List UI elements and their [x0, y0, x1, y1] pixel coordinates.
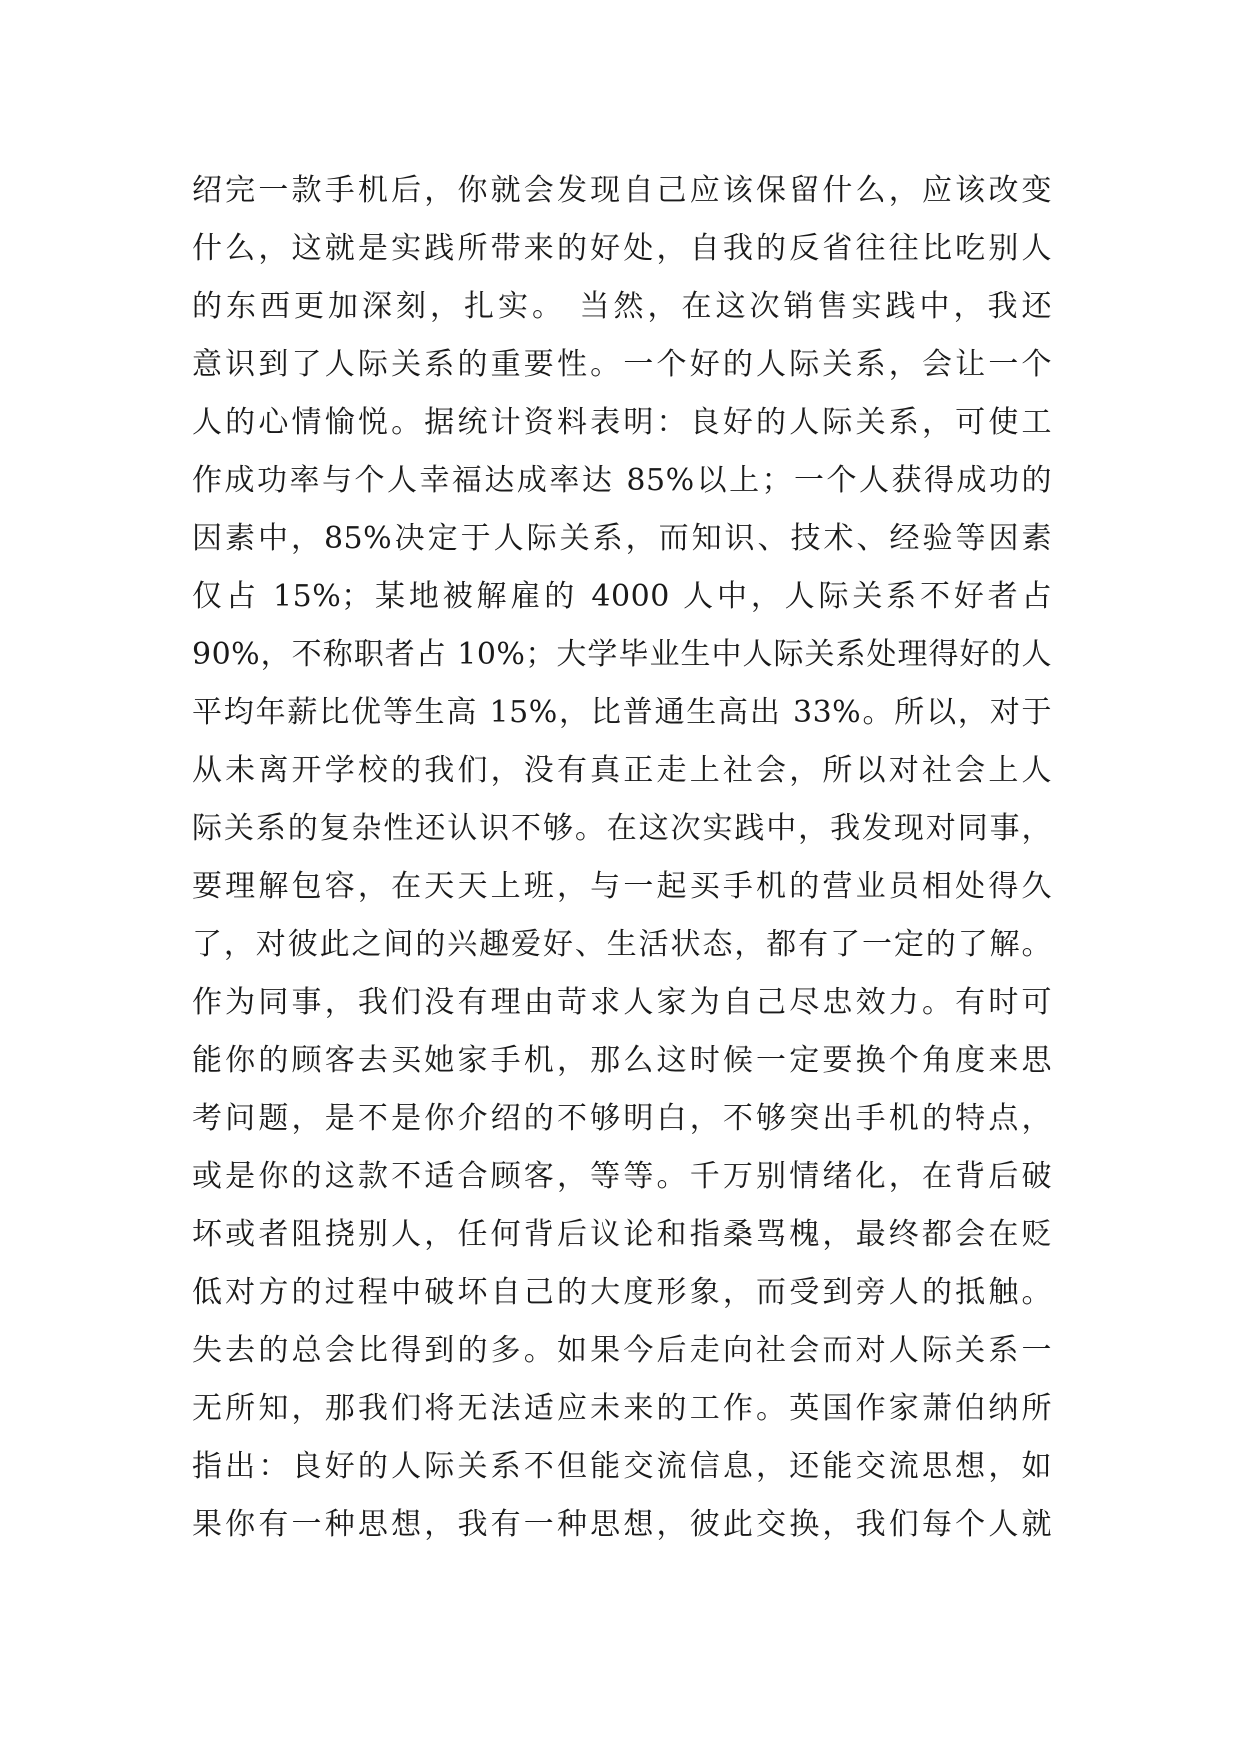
- text-line: 无所知，那我们将无法适应未来的工作。英国作家萧伯纳所: [192, 1391, 1052, 1426]
- text-line: 坏或者阻挠别人，任何背后议论和指桑骂槐，最终都会在贬: [192, 1217, 1052, 1252]
- text-line: 的东西更加深刻，扎实。 当然，在这次销售实践中，我还: [192, 289, 1052, 324]
- text-line: 意识到了人际关系的重要性。一个好的人际关系，会让一个: [192, 347, 1052, 382]
- text-line: 绍完一款手机后，你就会发现自己应该保留什么，应该改变: [192, 173, 1052, 208]
- text-line: 考问题，是不是你介绍的不够明白，不够突出手机的特点，: [192, 1101, 1052, 1136]
- text-line: 了，对彼此之间的兴趣爱好、生活状态，都有了一定的了解。: [192, 927, 1052, 962]
- text-line: 平均年薪比优等生高 15%，比普通生高出 33%。所以，对于: [192, 695, 1052, 730]
- text-line: 要理解包容，在天天上班，与一起买手机的营业员相处得久: [192, 869, 1052, 904]
- text-line: 什么，这就是实践所带来的好处，自我的反省往往比吃别人: [192, 231, 1052, 266]
- text-line: 从未离开学校的我们，没有真正走上社会，所以对社会上人: [192, 753, 1052, 788]
- text-line: 果你有一种思想，我有一种思想，彼此交换，我们每个人就: [192, 1507, 1052, 1542]
- text-line: 因素中，85%决定于人际关系，而知识、技术、经验等因素: [192, 521, 1052, 556]
- text-line: 能你的顾客去买她家手机，那么这时候一定要换个角度来思: [192, 1043, 1052, 1078]
- text-line: 作成功率与个人幸福达成率达 85%以上；一个人获得成功的: [192, 463, 1052, 498]
- text-line: 仅占 15%；某地被解雇的 4000 人中，人际关系不好者占: [192, 579, 1052, 614]
- text-line: 作为同事，我们没有理由苛求人家为自己尽忠效力。有时可: [192, 985, 1052, 1020]
- text-line: 低对方的过程中破坏自己的大度形象，而受到旁人的抵触。: [192, 1275, 1052, 1310]
- text-line: 90%，不称职者占 10%；大学毕业生中人际关系处理得好的人: [192, 637, 1052, 672]
- text-line: 际关系的复杂性还认识不够。在这次实践中，我发现对同事，: [192, 811, 1052, 846]
- text-line: 指出：良好的人际关系不但能交流信息，还能交流思想，如: [192, 1449, 1052, 1484]
- text-line: 失去的总会比得到的多。如果今后走向社会而对人际关系一: [192, 1333, 1052, 1368]
- text-line: 或是你的这款不适合顾客，等等。千万别情绪化，在背后破: [192, 1159, 1052, 1194]
- text-line: 人的心情愉悦。据统计资料表明：良好的人际关系，可使工: [192, 405, 1052, 440]
- body-paragraph: [192, 162, 1052, 1554]
